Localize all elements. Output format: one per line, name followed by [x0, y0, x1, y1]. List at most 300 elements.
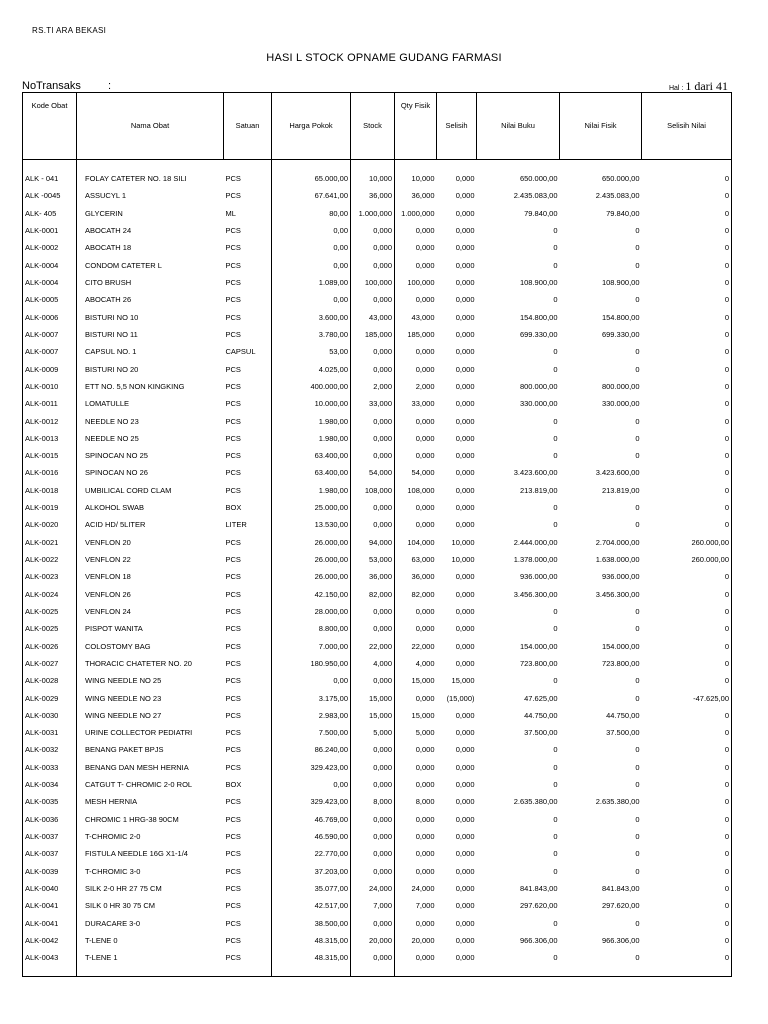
cell-nama: SILK 2-0 HR 27 75 CM	[77, 880, 224, 897]
cell-harga: 0,00	[272, 776, 351, 793]
cell-selisih-nilai: 0	[724, 935, 729, 945]
cell-selisih-nilai: 0	[724, 624, 729, 634]
cell-nilai-fisik: 2.704.000,00	[595, 537, 640, 547]
page-number: 1 dari 41	[685, 79, 728, 93]
table-row	[23, 430, 732, 447]
cell-satuan: PCS	[225, 381, 241, 391]
cell-nama: THORACIC CHATETER NO. 20	[77, 655, 224, 672]
cell-nilai-buku: 330.000,00	[519, 399, 558, 409]
cell-selisih-nilai: 0	[724, 780, 729, 790]
cell-harga: 0,00	[272, 672, 351, 689]
cell-qty: 0,000	[395, 499, 437, 516]
cell-kode: ALK-0030	[25, 710, 59, 720]
cell-selisih-nilai: 0	[724, 797, 729, 807]
cell-kode: ALK-0002	[25, 243, 59, 253]
cell-selisih: 10,000	[451, 555, 475, 565]
cell-nilai-buku: 79.840,00	[524, 208, 558, 218]
cell-selisih-nilai: 0	[724, 918, 729, 928]
table-header-row	[23, 93, 732, 160]
cell-selisih: 10,000	[451, 537, 475, 547]
cell-satuan: PCS	[225, 935, 241, 945]
cell-nilai-buku: 723.800,00	[519, 658, 558, 668]
cell-nilai-buku: 297.620,00	[519, 901, 558, 911]
cell-satuan: PCS	[225, 918, 241, 928]
cell-harga: 48.315,00	[272, 932, 351, 949]
table-row	[23, 637, 732, 654]
cell-nilai-buku: 0	[553, 953, 558, 963]
table-row	[23, 949, 732, 966]
cell-nilai-buku: 2.444.000,00	[513, 537, 558, 547]
cell-selisih-nilai: 0	[724, 208, 729, 218]
cell-harga: 65.000,00	[272, 170, 351, 187]
cell-nilai-buku: 154.800,00	[519, 312, 558, 322]
cell-nama: BENANG PAKET BPJS	[77, 741, 224, 758]
cell-stock: 24,000	[351, 880, 395, 897]
cell-harga: 28.000,00	[272, 603, 351, 620]
cell-satuan: PCS	[225, 762, 241, 772]
cell-satuan: PCS	[225, 589, 241, 599]
cell-kode: ALK-0019	[25, 503, 59, 513]
cell-satuan: PCS	[225, 710, 241, 720]
cell-nama: ALKOHOL SWAB	[77, 499, 224, 516]
table-row	[23, 689, 732, 706]
cell-selisih-nilai: 0	[724, 953, 729, 963]
table-row	[23, 360, 732, 377]
cell-selisih: 0,000	[455, 624, 475, 634]
cell-nilai-buku: 0	[553, 780, 558, 790]
stock-opname-table	[22, 92, 732, 977]
cell-selisih: 15,000	[451, 676, 475, 686]
cell-selisih-nilai: 0	[724, 191, 729, 201]
cell-nama: ABOCATH 18	[77, 239, 224, 256]
cell-nilai-fisik: 0	[635, 814, 640, 824]
cell-qty: 185,000	[395, 326, 437, 343]
cell-harga: 80,00	[272, 205, 351, 222]
cell-kode: ALK-0037	[25, 832, 59, 842]
cell-satuan: PCS	[225, 901, 241, 911]
table-row	[23, 170, 732, 187]
cell-selisih: 0,000	[455, 295, 475, 305]
cell-stock: 7,000	[351, 897, 395, 914]
cell-stock: 43,000	[351, 309, 395, 326]
table-row	[23, 759, 732, 776]
cell-stock: 1.000,000	[351, 205, 395, 222]
cell-nilai-fisik: 0	[635, 832, 640, 842]
table-row	[23, 343, 732, 360]
cell-nama: SILK 0 HR 30 75 CM	[77, 897, 224, 914]
cell-satuan: PCS	[225, 364, 241, 374]
cell-stock: 20,000	[351, 932, 395, 949]
cell-kode: ALK-0032	[25, 745, 59, 755]
cell-stock: 53,000	[351, 551, 395, 568]
cell-nilai-fisik: 0	[635, 243, 640, 253]
cell-nama: COLOSTOMY BAG	[77, 637, 224, 654]
cell-satuan: PCS	[225, 866, 241, 876]
cell-nilai-fisik: 0	[635, 849, 640, 859]
cell-stock: 0,000	[351, 863, 395, 880]
cell-nilai-fisik: 213.819,00	[601, 485, 640, 495]
cell-stock: 0,000	[351, 343, 395, 360]
cell-nama: BENANG DAN MESH HERNIA	[77, 759, 224, 776]
cell-harga: 37.203,00	[272, 863, 351, 880]
cell-nama: CITO BRUSH	[77, 274, 224, 291]
cell-harga: 86.240,00	[272, 741, 351, 758]
cell-nilai-fisik: 0	[635, 347, 640, 357]
cell-nilai-fisik: 0	[635, 520, 640, 530]
cell-harga: 42.517,00	[272, 897, 351, 914]
cell-nilai-buku: 0	[553, 918, 558, 928]
cell-stock: 0,000	[351, 741, 395, 758]
cell-selisih: 0,000	[455, 312, 475, 322]
cell-selisih-nilai: 0	[724, 710, 729, 720]
cell-nilai-fisik: 0	[635, 451, 640, 461]
table-row	[23, 187, 732, 204]
cell-kode: ALK-0031	[25, 728, 59, 738]
table-row	[23, 239, 732, 256]
cell-nilai-fisik: 297.620,00	[601, 901, 640, 911]
cell-selisih: 0,000	[455, 745, 475, 755]
cell-qty: 0,000	[395, 828, 437, 845]
table-row	[23, 741, 732, 758]
cell-stock: 0,000	[351, 811, 395, 828]
cell-selisih: 0,000	[455, 468, 475, 478]
cell-stock: 82,000	[351, 586, 395, 603]
table-row	[23, 897, 732, 914]
cell-selisih: 0,000	[455, 710, 475, 720]
cell-harga: 1.980,00	[272, 482, 351, 499]
table-row	[23, 845, 732, 862]
cell-qty: 0,000	[395, 222, 437, 239]
cell-satuan: LITER	[225, 520, 247, 530]
cell-selisih: 0,000	[455, 485, 475, 495]
cell-selisih-nilai: 0	[724, 814, 729, 824]
cell-qty: 10,000	[395, 170, 437, 187]
cell-stock: 0,000	[351, 603, 395, 620]
cell-kode: ALK-0004	[25, 260, 59, 270]
cell-kode: ALK-0028	[25, 676, 59, 686]
cell-kode: ALK - 041	[25, 174, 59, 184]
cell-harga: 13.530,00	[272, 516, 351, 533]
cell-nilai-buku: 0	[553, 745, 558, 755]
cell-selisih: 0,000	[455, 866, 475, 876]
cell-qty: 7,000	[395, 897, 437, 914]
cell-qty: 20,000	[395, 932, 437, 949]
cell-nilai-buku: 0	[553, 416, 558, 426]
cell-satuan: PCS	[225, 226, 241, 236]
cell-kode: ALK-0043	[25, 953, 59, 963]
cell-selisih: 0,000	[455, 832, 475, 842]
cell-kode: ALK-0012	[25, 416, 59, 426]
cell-nilai-buku: 0	[553, 451, 558, 461]
cell-satuan: PCS	[225, 624, 241, 634]
cell-stock: 100,000	[351, 274, 395, 291]
cell-harga: 1.980,00	[272, 412, 351, 429]
cell-selisih-nilai: 0	[724, 641, 729, 651]
cell-harga: 4.025,00	[272, 360, 351, 377]
cell-selisih: 0,000	[455, 797, 475, 807]
cell-kode: ALK-0036	[25, 814, 59, 824]
cell-selisih-nilai: 0	[724, 174, 729, 184]
cell-qty: 0,000	[395, 603, 437, 620]
page-label: Hal :	[668, 85, 684, 92]
cell-satuan: PCS	[225, 849, 241, 859]
cell-nama: T-CHROMIC 2-0	[77, 828, 224, 845]
cell-stock: 2,000	[351, 378, 395, 395]
cell-stock: 0,000	[351, 620, 395, 637]
cell-kode: ALK-0015	[25, 451, 59, 461]
cell-qty: 15,000	[395, 707, 437, 724]
cell-nama: ABOCATH 24	[77, 222, 224, 239]
cell-selisih: 0,000	[455, 278, 475, 288]
cell-kode: ALK-0026	[25, 641, 59, 651]
cell-selisih-nilai: 0	[724, 658, 729, 668]
cell-nilai-buku: 0	[553, 433, 558, 443]
cell-selisih: 0,000	[455, 572, 475, 582]
cell-satuan: PCS	[225, 728, 241, 738]
cell-selisih-nilai: 0	[724, 278, 729, 288]
cell-harga: 46.769,00	[272, 811, 351, 828]
cell-stock: 4,000	[351, 655, 395, 672]
cell-nilai-fisik: 0	[635, 918, 640, 928]
table-row	[23, 205, 732, 222]
cell-harga: 1.980,00	[272, 430, 351, 447]
cell-kode: ALK-0021	[25, 537, 59, 547]
col-stock: Stock	[351, 93, 395, 160]
cell-qty: 100,000	[395, 274, 437, 291]
cell-harga: 38.500,00	[272, 914, 351, 931]
table-row	[23, 499, 732, 516]
cell-nilai-buku: 47.625,00	[524, 693, 558, 703]
cell-qty: 0,000	[395, 430, 437, 447]
header-spacer	[23, 160, 732, 171]
table-row	[23, 395, 732, 412]
cell-qty: 0,000	[395, 447, 437, 464]
cell-nilai-fisik: 0	[635, 295, 640, 305]
cell-nama: NEEDLE NO 25	[77, 430, 224, 447]
cell-stock: 0,000	[351, 239, 395, 256]
cell-selisih-nilai: 0	[724, 485, 729, 495]
table-row	[23, 274, 732, 291]
cell-stock: 108,000	[351, 482, 395, 499]
col-selisih: Selisih	[437, 93, 477, 160]
cell-qty: 0,000	[395, 620, 437, 637]
cell-harga: 3.600,00	[272, 309, 351, 326]
cell-selisih: 0,000	[455, 901, 475, 911]
cell-selisih: 0,000	[455, 364, 475, 374]
table-row	[23, 672, 732, 689]
cell-kode: ALK-0022	[25, 555, 59, 565]
cell-stock: 0,000	[351, 291, 395, 308]
cell-harga: 46.590,00	[272, 828, 351, 845]
cell-harga: 329.423,00	[272, 793, 351, 810]
cell-selisih-nilai: 0	[724, 832, 729, 842]
cell-satuan: PCS	[225, 555, 241, 565]
cell-kode: ALK-0041	[25, 918, 59, 928]
cell-selisih-nilai: 0	[724, 364, 729, 374]
cell-nama: ABOCATH 26	[77, 291, 224, 308]
transaction-number	[22, 80, 112, 92]
cell-satuan: PCS	[225, 797, 241, 807]
table-row	[23, 603, 732, 620]
cell-nama: PISPOT WANITA	[77, 620, 224, 637]
cell-qty: 0,000	[395, 257, 437, 274]
cell-satuan: PCS	[225, 295, 241, 305]
cell-harga: 63.400,00	[272, 447, 351, 464]
cell-selisih-nilai: 0	[724, 849, 729, 859]
table-row	[23, 464, 732, 481]
cell-selisih-nilai: 260.000,00	[691, 537, 729, 547]
cell-nama: CATGUT T- CHROMIC 2-0 ROL	[77, 776, 224, 793]
cell-qty: 0,000	[395, 516, 437, 533]
cell-satuan: PCS	[225, 883, 241, 893]
cell-selisih-nilai: 0	[724, 866, 729, 876]
cell-satuan: PCS	[225, 260, 241, 270]
cell-harga: 26.000,00	[272, 568, 351, 585]
cell-qty: 1.000,000	[395, 205, 437, 222]
cell-nilai-fisik: 650.000,00	[601, 174, 640, 184]
cell-stock: 0,000	[351, 257, 395, 274]
cell-kode: ALK-0033	[25, 762, 59, 772]
cell-nilai-buku: 3.423.600,00	[513, 468, 558, 478]
cell-nilai-buku: 650.000,00	[519, 174, 558, 184]
cell-harga: 10.000,00	[272, 395, 351, 412]
cell-selisih: 0,000	[455, 762, 475, 772]
cell-satuan: PCS	[225, 745, 241, 755]
cell-stock: 0,000	[351, 845, 395, 862]
cell-satuan: PCS	[225, 174, 241, 184]
cell-selisih-nilai: 0	[724, 520, 729, 530]
cell-nama: GLYCERIN	[77, 205, 224, 222]
table-row	[23, 482, 732, 499]
cell-kode: ALK-0001	[25, 226, 59, 236]
cell-qty: 108,000	[395, 482, 437, 499]
table-row	[23, 655, 732, 672]
cell-harga: 0,00	[272, 257, 351, 274]
transaction-label: NoTransaks	[22, 80, 81, 92]
cell-satuan: PCS	[225, 606, 241, 616]
cell-harga: 67.641,00	[272, 187, 351, 204]
cell-nilai-fisik: 0	[635, 503, 640, 513]
cell-harga: 35.077,00	[272, 880, 351, 897]
cell-stock: 0,000	[351, 914, 395, 931]
cell-qty: 0,000	[395, 343, 437, 360]
cell-selisih: 0,000	[455, 260, 475, 270]
cell-selisih-nilai: 0	[724, 883, 729, 893]
cell-kode: ALK-0035	[25, 797, 59, 807]
cell-kode: ALK- 405	[25, 208, 57, 218]
table-row	[23, 447, 732, 464]
cell-nilai-fisik: 0	[635, 676, 640, 686]
cell-kode: ALK-0011	[25, 399, 58, 409]
cell-nama: MESH HERNIA	[77, 793, 224, 810]
cell-nilai-buku: 699.330,00	[519, 329, 558, 339]
cell-stock: 0,000	[351, 949, 395, 966]
cell-nilai-buku: 2.635.380,00	[513, 797, 558, 807]
cell-nilai-fisik: 0	[635, 624, 640, 634]
cell-selisih-nilai: 0	[724, 728, 729, 738]
table-row	[23, 551, 732, 568]
cell-selisih-nilai: 0	[724, 347, 729, 357]
cell-kode: ALK-0024	[25, 589, 59, 599]
cell-nilai-fisik: 108.900,00	[601, 278, 640, 288]
table-row	[23, 568, 732, 585]
cell-qty: 2,000	[395, 378, 437, 395]
cell-nama: FISTULA NEEDLE 16G X1-1/4	[77, 845, 224, 862]
table-row	[23, 534, 732, 551]
cell-harga: 53,00	[272, 343, 351, 360]
cell-kode: ALK-0042	[25, 935, 59, 945]
cell-nilai-buku: 0	[553, 676, 558, 686]
cell-harga: 8.800,00	[272, 620, 351, 637]
cell-selisih: 0,000	[455, 416, 475, 426]
cell-kode: ALK-0018	[25, 485, 59, 495]
cell-kode: ALK -0045	[25, 191, 61, 201]
cell-satuan: PCS	[225, 312, 241, 322]
cell-satuan: PCS	[225, 329, 241, 339]
cell-nama: CONDOM CATETER L	[77, 257, 224, 274]
cell-selisih-nilai: 260.000,00	[691, 555, 729, 565]
col-nama-obat: Nama Obat	[77, 93, 224, 160]
cell-qty: 36,000	[395, 187, 437, 204]
cell-nama: DURACARE 3-0	[77, 914, 224, 931]
cell-nilai-buku: 841.843,00	[519, 883, 558, 893]
cell-kode: ALK-0029	[25, 693, 59, 703]
cell-satuan: CAPSUL	[225, 347, 256, 357]
col-nilai-buku: Nilai Buku	[477, 93, 560, 160]
cell-satuan: PCS	[225, 191, 241, 201]
cell-qty: 22,000	[395, 637, 437, 654]
table-row	[23, 932, 732, 949]
cell-qty: 33,000	[395, 395, 437, 412]
cell-nilai-buku: 1.378.000,00	[513, 555, 558, 565]
cell-selisih-nilai: 0	[724, 433, 729, 443]
cell-harga: 329.423,00	[272, 759, 351, 776]
table-row	[23, 880, 732, 897]
table-row	[23, 309, 732, 326]
cell-kode: ALK-0007	[25, 329, 59, 339]
cell-nilai-buku: 44.750,00	[524, 710, 558, 720]
col-qty-fisik: Qty Fisik	[395, 93, 437, 160]
cell-satuan: ML	[225, 208, 236, 218]
cell-selisih: 0,000	[455, 918, 475, 928]
cell-selisih-nilai: 0	[724, 451, 729, 461]
cell-nilai-buku: 0	[553, 503, 558, 513]
cell-selisih: 0,000	[455, 935, 475, 945]
cell-nilai-buku: 0	[553, 866, 558, 876]
cell-qty: 0,000	[395, 239, 437, 256]
cell-kode: ALK-0027	[25, 658, 59, 668]
cell-harga: 26.000,00	[272, 551, 351, 568]
cell-nilai-fisik: 0	[635, 606, 640, 616]
cell-stock: 8,000	[351, 793, 395, 810]
cell-selisih: 0,000	[455, 814, 475, 824]
cell-qty: 5,000	[395, 724, 437, 741]
cell-nilai-buku: 0	[553, 849, 558, 859]
cell-nama: CAPSUL NO. 1	[77, 343, 224, 360]
cell-satuan: BOX	[225, 780, 242, 790]
cell-nama: BISTURI NO 10	[77, 309, 224, 326]
cell-nilai-fisik: 79.840,00	[606, 208, 640, 218]
cell-satuan: PCS	[225, 953, 241, 963]
table-row	[23, 863, 732, 880]
cell-nilai-fisik: 723.800,00	[601, 658, 640, 668]
cell-nama: CHROMIC 1 HRG-38 90CM	[77, 811, 224, 828]
cell-nilai-fisik: 44.750,00	[606, 710, 640, 720]
cell-harga: 3.175,00	[272, 689, 351, 706]
cell-selisih: 0,000	[455, 953, 475, 963]
col-harga-pokok: Harga Pokok	[272, 93, 351, 160]
cell-harga: 3.780,00	[272, 326, 351, 343]
